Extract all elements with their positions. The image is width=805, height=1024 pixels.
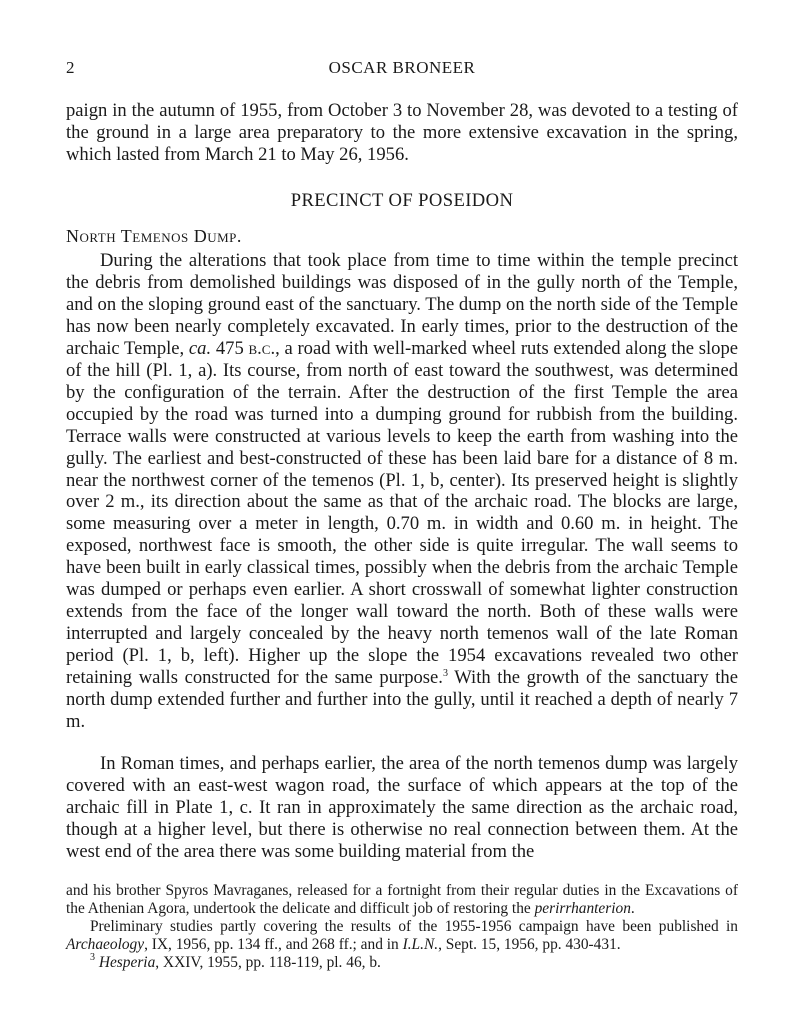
paragraph-1-text-d: With the growth of the sanctuary the north dump extended further and further into the gully, until it reached a depth of nearly 7 m. [66, 667, 738, 733]
footnote-preliminary-studies [66, 918, 738, 954]
footnote-continued [66, 882, 738, 918]
perirrhanterion-term: perirrhanterion [534, 900, 631, 917]
paragraph-1 [66, 250, 738, 733]
page-number: 2 [66, 58, 75, 77]
archaeology-journal: Archaeology [66, 936, 145, 953]
subsection-heading: North Temenos Dump. [66, 226, 242, 246]
footnote-prelim-text-a: Preliminary studies partly covering the results of the 1955-1956 campaign have been published in [90, 918, 738, 935]
circa-abbrev: ca. [188, 337, 212, 359]
paragraph-1-text-c: , a road with well-marked wheel ruts extended along the slope of the hill (Pl. 1, a). Its course, from north of east toward the southwest, was determined by the configuration of the terrain. After the destruction of the first Temple the area occupied by the road was turned into a dumping ground for rubbish from the building. Terrace walls were constructed at various levels to keep the earth from washing into the gully. The earliest and best-constructed of these has been laid bare for a distance of 8 m. near the northwest corner of the temenos (Pl. 1, b, center). Its preserved height is slightly over 2 m., its direction about the same as that of the archaic road. The blocks are large, some measuring over a meter in length, 0.70 m. in width and 0.60 m. in height. The exposed, northwest face is smooth, the other side is quite irregular. The wall seems to have been built in early classical times, possibly when the debris from the archaic Temple was dumped or perhaps even earlier. A short crosswall of somewhat lighter construction extends from the face of the longer wall toward the north. Both of these walls were interrupted and largely concealed by the heavy north temenos wall of the late Roman period (Pl. 1, b, left). Higher up the slope the 1954 excavations revealed two other retaining walls constructed for the same purpose. [66, 337, 738, 689]
bc-abbrev: b.c. [248, 337, 276, 359]
footnote-continued-text: and his brother Spyros Mavraganes, released for a fortnight from their regular duties in the Excavations of the Athenian Agora, undertook the delicate and difficult job of restoring the [66, 882, 738, 917]
footnote-reference[interactable]: 3 [442, 668, 448, 680]
iln-journal: I.L.N. [402, 936, 439, 953]
running-title: OSCAR BRONEER [328, 58, 476, 77]
hesperia-journal: Hesperia [98, 954, 156, 971]
footnote-3 [66, 954, 738, 972]
intro-paragraph [66, 100, 738, 166]
paragraph-north-temenos-dump [66, 250, 738, 733]
paragraph-1-text-b: 475 [211, 337, 249, 359]
footnote-prelim-text-c: , Sept. 15, 1956, pp. 430-431. [438, 936, 621, 953]
intro-text: paign in the autumn of 1955, from October 3 to November 28, was devoted to a testing of the ground in a large area preparatory to the more extensive excavation in the spring, which lasted from March 21 to May 26, 1956. [66, 100, 738, 165]
paragraph-2: In Roman times, and perhaps earlier, the area of the north temenos dump was largely covered with an east-west wagon road, the surface of which appears at the top of the archaic fill in Plate 1, c. It ran in approximately the same direction as the archaic road, though at a higher level, but there is otherwise no real connection between them. At the west end of the area there was some building material from the [66, 753, 738, 862]
footnote-continued-end: . [630, 900, 635, 917]
running-header [66, 58, 738, 80]
paragraph-roman-times [66, 753, 738, 863]
paragraph-1-text-a: During the alterations that took place from time to time within the temple precinct the debris from demolished buildings was disposed of in the gully north of the Temple, and on the sloping ground east of the sanctuary. The dump on the north side of the Temple has now been nearly completely excavated. In early times, prior to the destruction of the archaic Temple, [66, 250, 738, 359]
footnote-prelim-text-b: , IX, 1956, pp. 134 ff., and 268 ff.; and in [144, 936, 403, 953]
section-heading: PRECINCT OF POSEIDON [290, 190, 514, 211]
footnote-3-number: 3 [90, 952, 95, 963]
footnotes [66, 882, 738, 972]
footnote-3-text: , XXIV, 1955, pp. 118-119, pl. 46, b. [155, 954, 381, 971]
